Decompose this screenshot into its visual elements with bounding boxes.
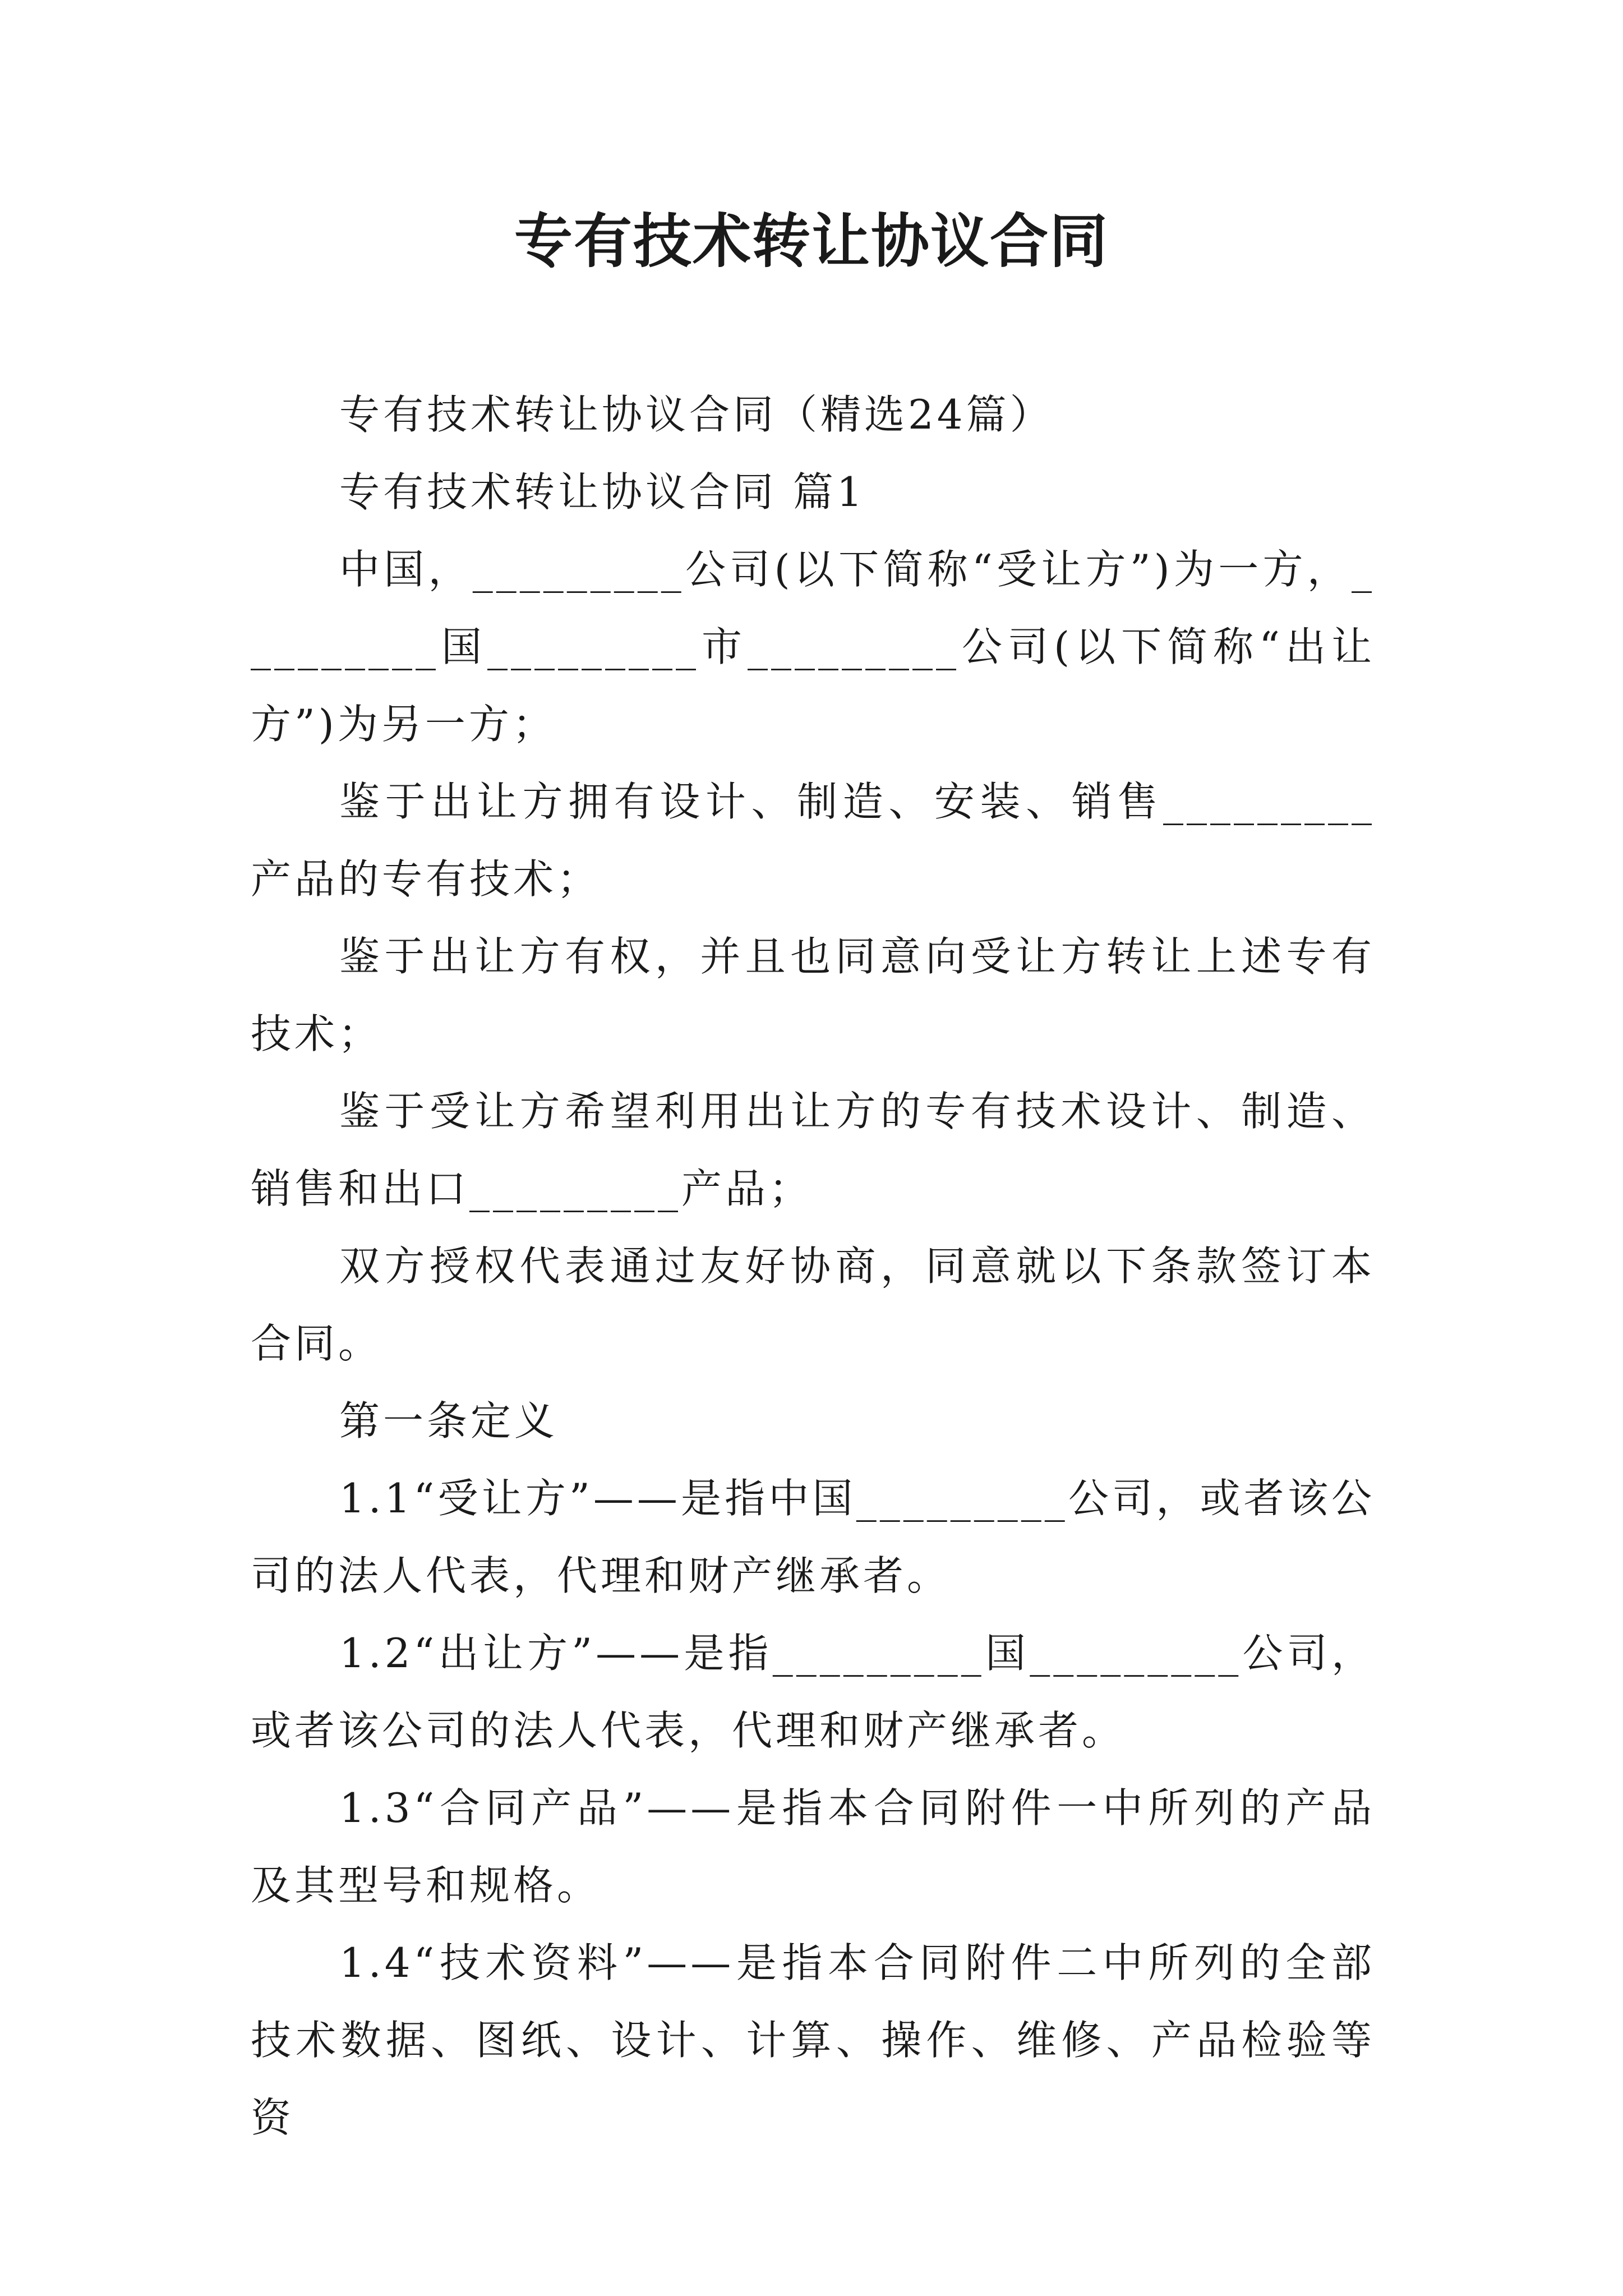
paragraph-definition-1-2: 1.2“出让方”——是指_________国_________公司，或者该公司的法人代表，代理和财产继承者。 (251, 1630, 1375, 1754)
document-body (251, 376, 1375, 2156)
paragraph-definition-1-3: 1.3“合同产品”——是指本合同附件一中所列的产品及其型号和规格。 (251, 1784, 1375, 1909)
paragraph-recital-2: 鉴于出让方有权，并且也同意向受让方转让上述专有技术； (251, 933, 1375, 1057)
paragraph-agreement: 双方授权代表通过友好协商，同意就以下条款签订本合同。 (251, 1243, 1375, 1367)
paragraph-definition-1-1: 1.1“受让方”——是指中国_________公司，或者该公司的法人代表，代理和财产继承者。 (251, 1475, 1375, 1599)
paragraph-subtitle: 专有技术转让协议合同（精选24篇） (339, 391, 1054, 438)
paragraph-parties: 中国，_________公司(以下简称“受让方”)为一方，_________国_________市_________公司(以下简称“出让方”)为另一方； (251, 546, 1375, 748)
paragraph-definition-1-4: 1.4“技术资料”——是指本合同附件二中所列的全部技术数据、图纸、设计、计算、操作、维修、产品检验等资 (251, 1939, 1375, 2141)
document-title: 专有技术转让协议合同 (514, 206, 1109, 275)
paragraph-recital-1: 鉴于出让方拥有设计、制造、安装、销售_________产品的专有技术； (251, 778, 1375, 903)
paragraph-recital-3: 鉴于受让方希望利用出让方的专有技术设计、制造、销售和出口_________产品； (251, 1088, 1375, 1212)
paragraph-article-1-heading: 第一条定义 (339, 1397, 559, 1444)
paragraph-section-heading: 专有技术转让协议合同 篇1 (339, 468, 866, 516)
